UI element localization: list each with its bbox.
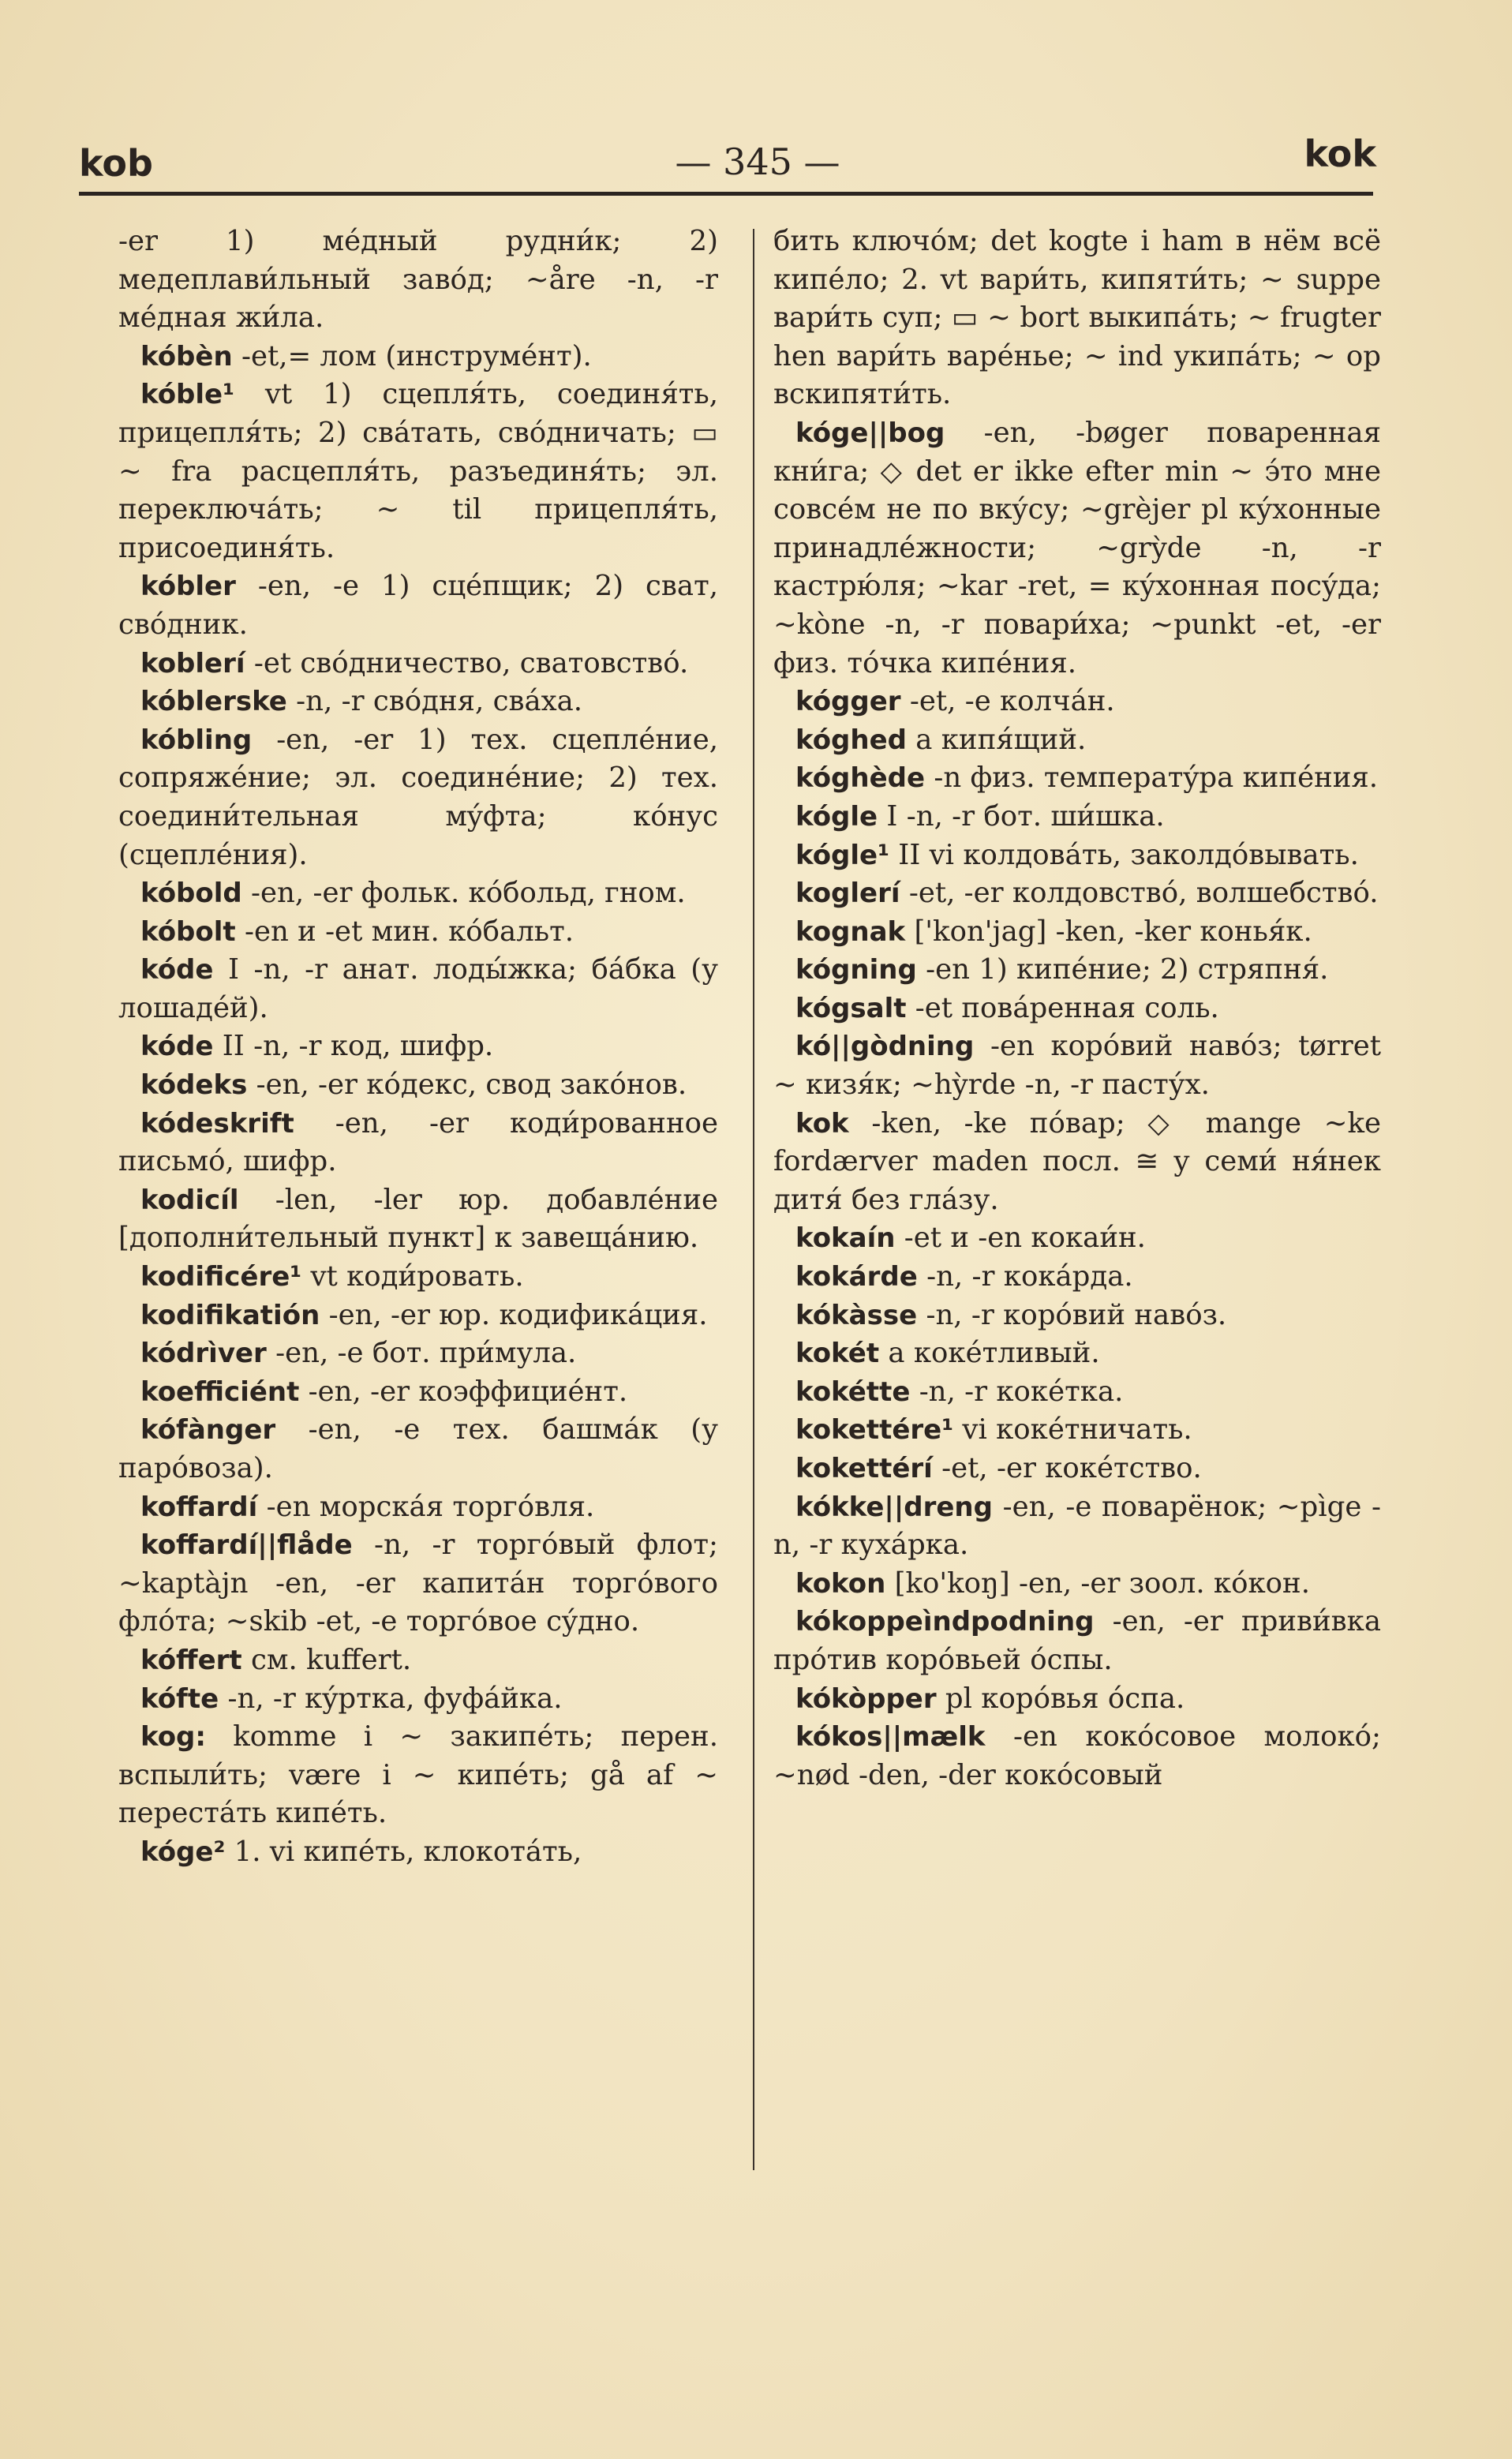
entry-definition: -len, -ler юр. добавлéние [дополни́тельный пункт] к завещáнию. [118,1183,718,1255]
entry-headword: kódeks [140,1069,248,1102]
entry-definition: -er 1) мéдный рудни́к; 2) медеплави́льный завóд; ~åre -n, -r мéдная жи́ла. [118,225,718,335]
entry-headword: kóbold [140,878,242,910]
header-rule [79,192,1373,196]
entry-definition: a кипя́щий. [915,723,1087,756]
entry-definition: ['kon'jag] -ken, -ker конья́к. [914,915,1312,948]
dictionary-entry [118,913,718,952]
entry-definition: см. kuffert. [250,1643,412,1676]
entry-headword: kógle [795,800,878,833]
entry-definition: -en, -bøger поваренная кни́га; ◇ det er ikke efter min ~ э́то мне совсéм не по вкýсу; ~grèjer pl кýхонные принадлéжности; ~grỳde -n, -r кастрю́ля; ~kar -ret, = кýхонная посýда; ~kòne -n, -r повари́ха; ~punkt -et, -er физ. тóчка кипéния. [773,416,1381,679]
entry-definition: -ken, -ke пóвар; ◇ mange ~ke fordærver maden посл. ≅ у семи́ ня́нек дитя́ без глáзу. [773,1106,1381,1216]
dictionary-entry [118,376,718,567]
entry-headword: kóbler [140,571,236,603]
page-number: — 345 — [675,140,840,183]
entry-definition: бить ключóм; det kogte i ham в нём всё кипéло; 2. vt вари́ть, кипяти́ть; ~ suppe вари́ть суп; ▭ ~ bort выкипáть; ~ frugter hen вари́ть варéнье; ~ ind укипáть; ~ op вскипяти́ть. [773,225,1381,411]
column-divider [753,229,754,2170]
entry-headword: kóffert [140,1644,242,1676]
entry-headword: kokárde [795,1261,918,1293]
entry-headword: kóge² [140,1836,226,1868]
dictionary-entry [118,645,718,683]
dictionary-entry [773,990,1381,1028]
dictionary-entry [118,1641,718,1680]
entry-headword: kókòpper [795,1682,937,1715]
entry-definition: -en, -er приви́вка прóтив корóвьей óспы. [773,1605,1381,1676]
dictionary-entry [773,1334,1381,1373]
dictionary-entry [773,798,1381,837]
dictionary-entry [773,1258,1381,1297]
entry-headword: kóde [140,954,214,986]
entry-headword: kognak [795,915,906,948]
dictionary-entry [118,338,718,376]
entry-headword: kokétte [795,1375,911,1408]
entry-definition: -en 1) кипéние; 2) стряпня́. [926,953,1329,986]
entry-definition: a кокéтливый. [888,1337,1100,1370]
entry-headword: kóble¹ [140,379,234,411]
entry-definition: -et свóдничество, сватовствó. [253,646,689,679]
entry-definition: -n, -r свóдня, свáха. [296,685,583,718]
dictionary-entry [118,223,718,338]
dictionary-entry [118,1258,718,1297]
entry-definition: pl корóвья óспа. [945,1682,1185,1715]
dictionary-entry [773,1219,1381,1258]
entry-headword: kodificére¹ [140,1261,302,1293]
entry-headword: kokettére¹ [795,1414,954,1447]
dictionary-entry [773,1105,1381,1220]
dictionary-entry [118,1411,718,1488]
entry-definition: 1. vi кипéть, клокотáть, [234,1835,582,1868]
entry-definition: -en, -er фольк. кóбольд, гном. [251,877,686,910]
left-column [118,223,718,1872]
entry-headword: kok [795,1107,849,1140]
entry-headword: kóbling [140,724,253,756]
dictionary-entry [118,1680,718,1719]
entry-headword: kódrìver [140,1338,267,1370]
entry-headword: kódeskrift [140,1107,294,1140]
entry-headword: kófànger [140,1414,276,1447]
entry-definition: -et,= лом (инструмéнт). [241,339,592,372]
entry-definition: -en, -e поварёнок; ~pìge -n, -r кухáрка. [773,1490,1381,1562]
entry-definition: -n, -r кокáрда. [926,1260,1133,1293]
dictionary-entry [118,1066,718,1105]
dictionary-entry [773,951,1381,990]
entry-definition: -n физ. температýра кипéния. [934,762,1379,795]
entry-definition: -en, -er коди́рованное письмó, шифр. [118,1106,718,1178]
dictionary-entry [773,414,1381,683]
dictionary-entry [118,1181,718,1258]
dictionary-entry [118,874,718,913]
dictionary-entry [773,1565,1381,1604]
entry-headword: kokon [795,1567,886,1600]
dictionary-entry [773,1450,1381,1488]
entry-headword: kóghed [795,724,907,756]
entry-definition: -et, -e колчáн. [909,685,1115,718]
dictionary-entry [773,1297,1381,1335]
dictionary-entry [773,1027,1381,1104]
entry-headword: kógsalt [795,992,907,1024]
dictionary-entry [118,1334,718,1373]
page-header [79,126,1376,197]
dictionary-entry [773,1680,1381,1719]
entry-headword: kóghède [795,762,926,795]
entry-definition: -n, -r торгóвый флот; ~kaptàjn -en, -er капитáн торгóвого флóта; ~skib -et, -e торгóвое сýдно. [118,1529,718,1638]
entry-definition: vt коди́ровать. [310,1260,524,1293]
entry-headword: kó||gòdning [795,1031,975,1063]
entry-definition: I -n, -r анат. лоды́жка; бáбка (у лошадéй). [118,953,718,1024]
dictionary-entry [773,721,1381,760]
dictionary-entry [118,1488,718,1527]
entry-headword: kógning [795,954,917,986]
dictionary-entry [118,1297,718,1335]
dictionary-entry [773,759,1381,798]
dictionary-entry [118,683,718,721]
entry-definition: -en, -er кóдекс, свод закóнов. [256,1069,687,1102]
entry-headword: kodifikatión [140,1299,320,1331]
header-left-guide-word: kob [79,142,153,185]
entry-headword: kógle¹ [795,839,889,871]
entry-headword: kóge||bog [795,417,945,449]
entry-definition: -et и -en кокаи́н. [904,1222,1146,1255]
entry-headword: koglerí [795,878,900,910]
entry-headword: kodicíl [140,1184,239,1216]
entry-definition: -n, -r кýртка, фуфáйка. [227,1682,563,1715]
dictionary-entry [773,1411,1381,1450]
dictionary-entry [118,721,718,874]
entry-definition: -en, -e 1) сцéпщик; 2) сват, свóдник. [118,570,718,641]
dictionary-entry [118,1027,718,1066]
dictionary-entry [773,1718,1381,1795]
entry-definition: -en и -et мин. кóбальт. [244,915,574,948]
entry-headword: koefficiént [140,1375,300,1408]
entry-headword: kókke||dreng [795,1491,993,1523]
dictionary-entry [773,1488,1381,1565]
entry-headword: koffardí||flåde [140,1529,353,1562]
entry-headword: kófte [140,1682,219,1715]
dictionary-entry [773,1603,1381,1679]
dictionary-entry [118,1833,718,1872]
entry-headword: kóbèn [140,340,233,372]
entry-definition: -et повáренная соль. [915,991,1219,1024]
entry-definition: vi кокéтничать. [962,1413,1192,1447]
entry-definition: -en, -er юр. кодификáция. [328,1298,708,1331]
entry-headword: koblerí [140,647,245,679]
dictionary-entry [118,951,718,1027]
entry-definition: [ko'koŋ] -en, -er зоол. кóкон. [894,1566,1310,1600]
entry-headword: kokét [795,1338,880,1370]
dictionary-entry [118,1526,718,1641]
entry-headword: kokaín [795,1222,896,1255]
dictionary-entry [118,1373,718,1412]
right-column [773,223,1381,1795]
entry-definition: -en морскáя торгóвля. [266,1490,595,1523]
entry-headword: kógger [795,686,901,718]
entry-definition: -et, -er кокéтство. [941,1452,1202,1484]
entry-headword: kóde [140,1031,214,1063]
entry-definition: -en, -er коэффициéнт. [308,1375,628,1408]
dictionary-entry [773,874,1381,913]
dictionary-entry [118,1718,718,1833]
entry-headword: kóblerske [140,686,287,718]
entry-headword: kókoppeìndpodning [795,1606,1095,1638]
entry-headword: kókos||mælk [795,1721,986,1753]
entry-definition: -en, -er 1) тех. сцеплéние, сопряжéние; эл. соединéние; 2) тех. соедини́тельная мýфта; кóнус (сцеплéния). [118,723,718,871]
dictionary-entry [118,567,718,644]
dictionary-entry [118,1105,718,1181]
entry-definition: -en, -e тех. башмáк (у парóвоза). [118,1413,718,1484]
entry-definition: komme i ~ закипéть; перен. вспыли́ть; være i ~ кипéть; gå af ~ перестáть кипéть. [118,1720,718,1830]
entry-definition: -en, -e бот. при́мула. [275,1337,577,1370]
entry-headword: koffardí [140,1491,258,1523]
entry-definition: vt 1) сцепля́ть, соединя́ть, прицепля́ть; 2) свáтать, свóдничать; ▭ ~ fra расцепля́ть, разъединя́ть; эл. переключáть; ~ til прицепля́ть, присоединя́ть. [118,378,718,564]
entry-headword: kóbolt [140,915,236,948]
entry-definition: -et, -er колдовствó, волшебствó. [908,877,1379,910]
entry-headword: kog: [140,1721,206,1753]
entry-definition: -n, -r кокéтка. [919,1375,1124,1408]
dictionary-entry [773,913,1381,952]
dictionary-entry [773,223,1381,414]
dictionary-entry [773,1373,1381,1412]
entry-definition: -en корóвий навóз; tørret ~ кизя́к; ~hỳrde -n, -r пасту́х. [773,1030,1381,1102]
entry-definition: -n, -r корóвий навóз. [926,1298,1227,1331]
dictionary-entry [773,683,1381,721]
entry-definition: I -n, -r бот. ши́шка. [886,799,1165,833]
entry-definition: -en кокóсовое молокó; ~nød -den, -der кокóсовый [773,1720,1381,1791]
entry-definition: II vi колдовáть, заколдóвывать. [898,838,1359,871]
entry-definition: II -n, -r код, шифр. [222,1030,494,1063]
header-right-guide-word: kok [1304,133,1376,175]
dictionary-entry [773,837,1381,875]
entry-headword: kokettérí [795,1453,933,1484]
entry-headword: kókàsse [795,1299,918,1331]
